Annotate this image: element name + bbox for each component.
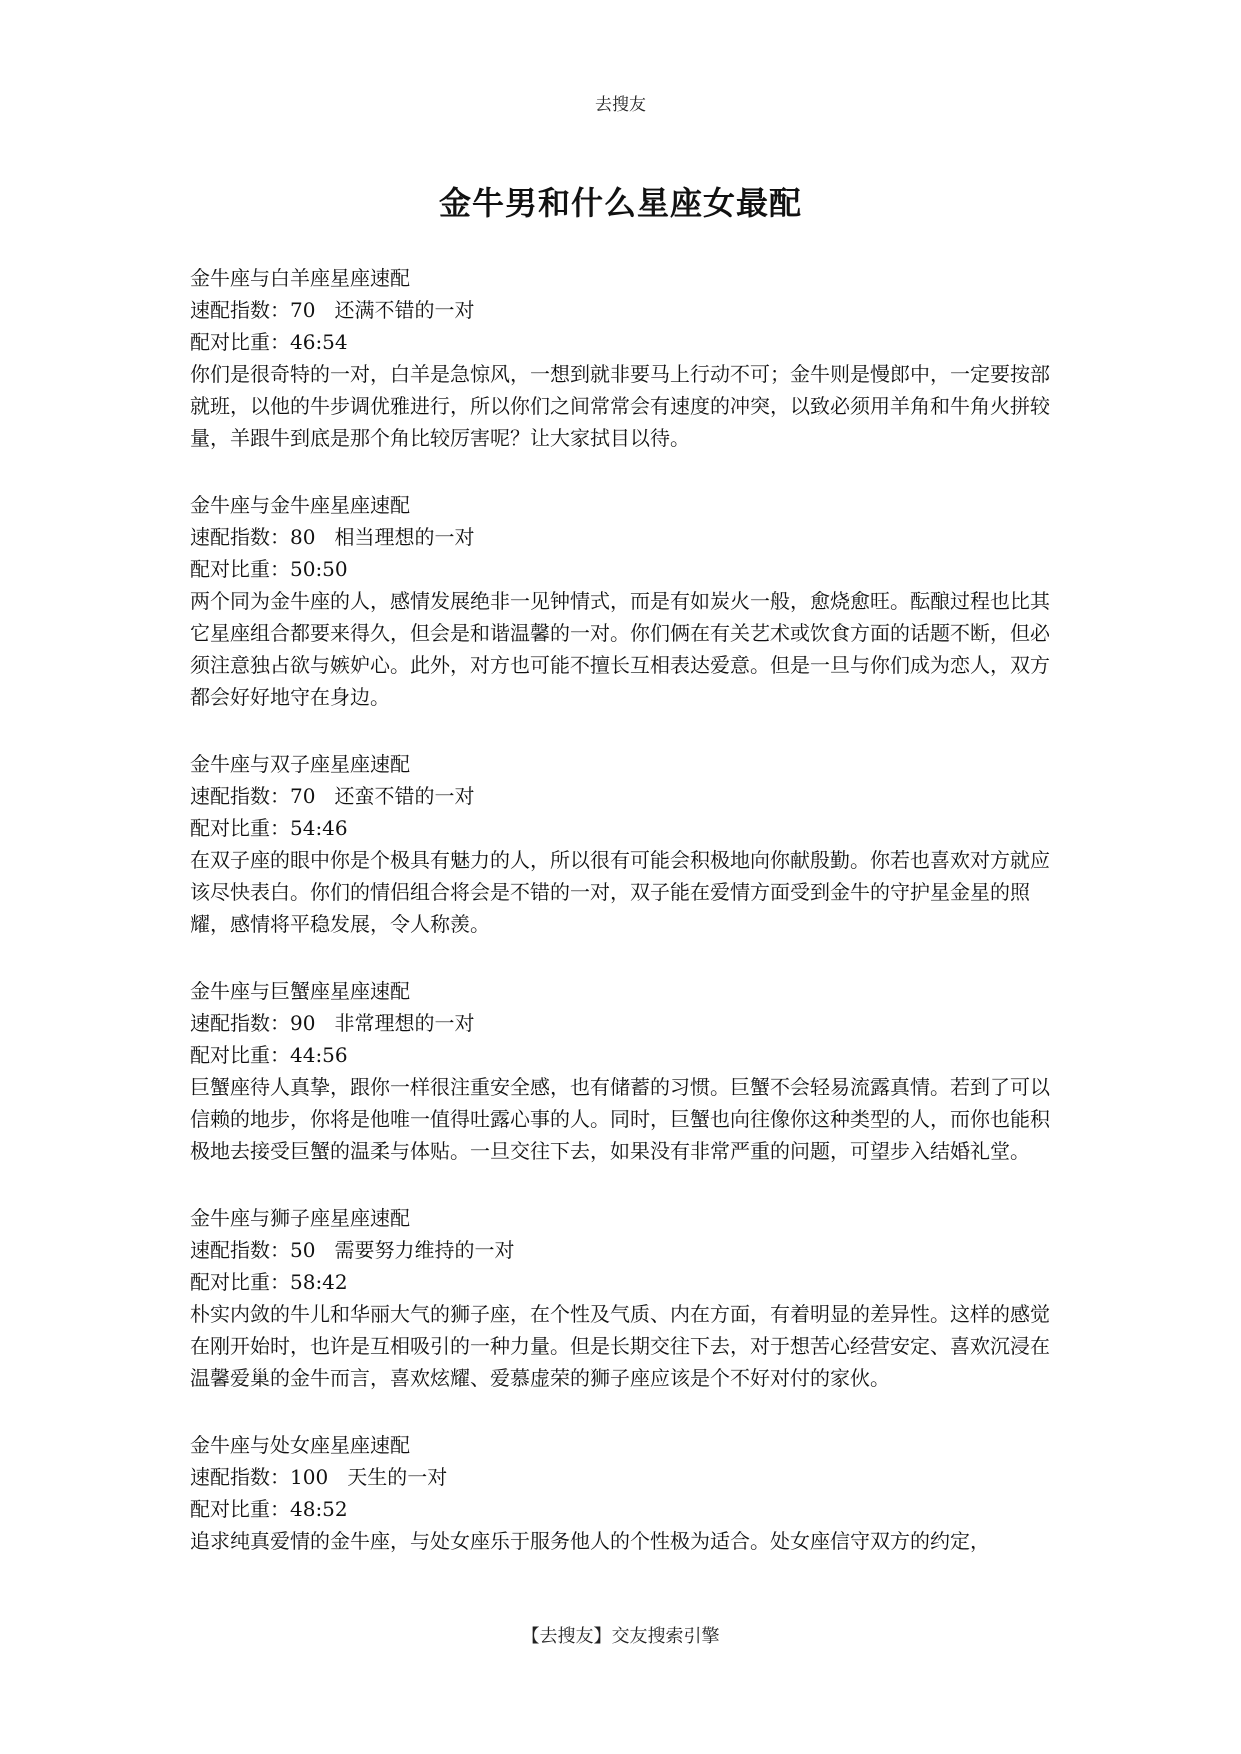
match-index: 速配指数：100 天生的一对 [190, 1465, 448, 1489]
section-heading: 金牛座与金牛座星座速配 [190, 493, 410, 517]
section-paragraph: 朴实内敛的牛儿和华丽大气的狮子座，在个性及气质、内在方面，有着明显的差异性。这样的感觉在刚开始时，也许是互相吸引的一种力量。但是长期交往下去，对于想苦心经营安定、喜欢沉浸在温馨爱巢的金牛而言，喜欢炫耀、爱慕虚荣的狮子座应该是个不好对付的家伙。 [190, 1302, 1050, 1390]
match-section-leo [190, 1202, 1066, 1394]
match-index: 速配指数：70 还满不错的一对 [190, 298, 475, 322]
match-ratio: 配对比重：46:54 [190, 330, 348, 354]
match-section-virgo [190, 1429, 1066, 1557]
page-title: 金牛男和什么星座女最配 [438, 184, 802, 222]
match-index: 速配指数：90 非常理想的一对 [190, 1011, 475, 1035]
match-ratio: 配对比重：50:50 [190, 557, 348, 581]
section-paragraph: 两个同为金牛座的人，感情发展绝非一见钟情式，而是有如炭火一般，愈烧愈旺。酝酿过程也比其它星座组合都要来得久，但会是和谐温馨的一对。你们俩在有关艺术或饮食方面的话题不断，但必须注意独占欲与嫉妒心。此外，对方也可能不擅长互相表达爱意。但是一旦与你们成为恋人，双方都会好好地守在身边。 [190, 589, 1050, 709]
match-section-taurus [190, 489, 1066, 713]
match-index: 速配指数：70 还蛮不错的一对 [190, 784, 475, 808]
section-paragraph: 你们是很奇特的一对，白羊是急惊风，一想到就非要马上行动不可；金牛则是慢郎中，一定要按部就班，以他的牛步调优雅进行，所以你们之间常常会有速度的冲突，以致必须用羊角和牛角火拼较量，羊跟牛到底是那个角比较厉害呢？让大家拭目以待。 [190, 362, 1050, 450]
section-heading: 金牛座与白羊座星座速配 [190, 266, 410, 290]
section-heading: 金牛座与狮子座星座速配 [190, 1206, 410, 1230]
match-ratio: 配对比重：54:46 [190, 816, 348, 840]
match-section-aries [190, 262, 1066, 454]
match-ratio: 配对比重：44:56 [190, 1043, 348, 1067]
match-index: 速配指数：50 需要努力维持的一对 [190, 1238, 515, 1262]
match-ratio: 配对比重：48:52 [190, 1497, 348, 1521]
match-index: 速配指数：80 相当理想的一对 [190, 525, 475, 549]
section-heading: 金牛座与巨蟹座星座速配 [190, 979, 410, 1003]
match-ratio: 配对比重：58:42 [190, 1270, 348, 1294]
page-header: 去搜友 [595, 95, 646, 115]
section-paragraph: 巨蟹座待人真挚，跟你一样很注重安全感，也有储蓄的习惯。巨蟹不会轻易流露真情。若到了可以信赖的地步，你将是他唯一值得吐露心事的人。同时，巨蟹也向往像你这种类型的人，而你也能积极地去接受巨蟹的温柔与体贴。一旦交往下去，如果没有非常严重的问题，可望步入结婚礼堂。 [190, 1075, 1050, 1163]
match-section-cancer [190, 975, 1066, 1167]
article-body [190, 262, 1066, 1592]
match-section-gemini [190, 748, 1066, 940]
page-footer: 【去搜友】交友搜索引擎 [521, 1626, 720, 1647]
section-heading: 金牛座与处女座星座速配 [190, 1433, 410, 1457]
section-paragraph: 追求纯真爱情的金牛座，与处女座乐于服务他人的个性极为适合。处女座信守双方的约定， [190, 1529, 990, 1553]
section-paragraph: 在双子座的眼中你是个极具有魅力的人，所以很有可能会积极地向你献殷勤。你若也喜欢对方就应该尽快表白。你们的情侣组合将会是不错的一对，双子能在爱情方面受到金牛的守护星金星的照耀，感情将平稳发展，令人称羡。 [190, 848, 1050, 936]
section-heading: 金牛座与双子座星座速配 [190, 752, 410, 776]
